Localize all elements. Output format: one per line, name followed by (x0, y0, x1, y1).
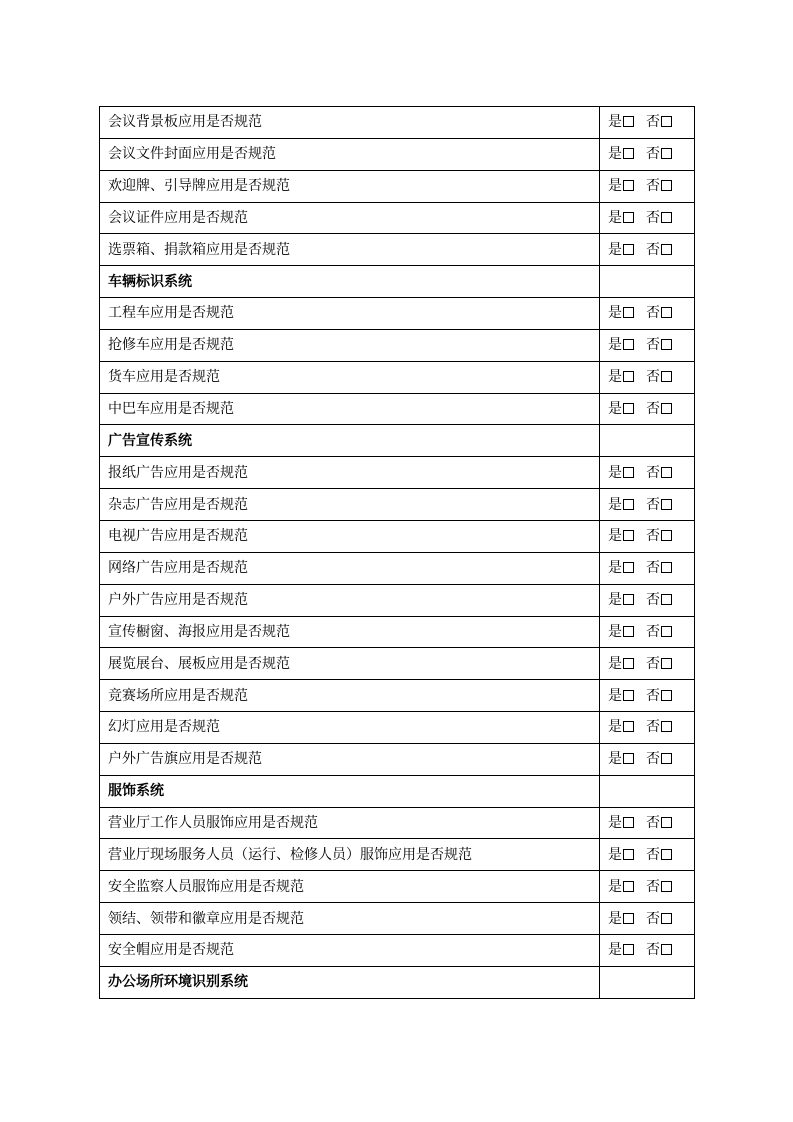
yes-checkbox[interactable] (623, 116, 634, 127)
no-label: 否 (646, 178, 660, 195)
no-label: 否 (646, 719, 660, 736)
item-label: 抢修车应用是否规范 (100, 329, 600, 361)
checklist-row (100, 871, 695, 903)
checklist-row (100, 680, 695, 712)
no-checkbox[interactable] (661, 530, 672, 541)
no-option (646, 751, 672, 767)
yes-label: 是 (608, 114, 622, 131)
no-label: 否 (646, 241, 660, 258)
item-label: 报纸广告应用是否规范 (100, 457, 600, 489)
no-option (646, 528, 672, 544)
yes-checkbox[interactable] (623, 339, 634, 350)
empty-choice-cell (600, 966, 695, 998)
yes-checkbox[interactable] (623, 148, 634, 159)
no-label: 否 (646, 369, 660, 386)
choice-cell (600, 648, 695, 680)
yes-checkbox[interactable] (623, 913, 634, 924)
yes-checkbox[interactable] (623, 562, 634, 573)
yes-label: 是 (608, 178, 622, 195)
checklist-row (100, 616, 695, 648)
no-label: 否 (646, 751, 660, 768)
yes-option (608, 719, 634, 735)
checklist-row (100, 903, 695, 935)
yes-checkbox[interactable] (623, 244, 634, 255)
no-checkbox[interactable] (661, 180, 672, 191)
yes-option (608, 369, 634, 385)
no-label: 否 (646, 687, 660, 704)
no-option (646, 847, 672, 863)
choice-cell (600, 298, 695, 330)
yes-option (608, 688, 634, 704)
no-option (646, 242, 672, 258)
item-label: 安全监察人员服饰应用是否规范 (100, 871, 600, 903)
no-checkbox[interactable] (661, 403, 672, 414)
no-label: 否 (646, 623, 660, 640)
yes-checkbox[interactable] (623, 658, 634, 669)
checklist-row (100, 107, 695, 139)
yes-label: 是 (608, 655, 622, 672)
choice-cell (600, 839, 695, 871)
yes-checkbox[interactable] (623, 753, 634, 764)
no-checkbox[interactable] (661, 339, 672, 350)
checklist-row (100, 393, 695, 425)
yes-checkbox[interactable] (623, 944, 634, 955)
item-label: 工程车应用是否规范 (100, 298, 600, 330)
no-checkbox[interactable] (661, 244, 672, 255)
yes-label: 是 (608, 560, 622, 577)
yes-label: 是 (608, 337, 622, 354)
no-label: 否 (646, 496, 660, 513)
yes-label: 是 (608, 241, 622, 258)
yes-option (608, 656, 634, 672)
item-label: 展览展台、展板应用是否规范 (100, 648, 600, 680)
choice-cell (600, 329, 695, 361)
no-label: 否 (646, 846, 660, 863)
no-label: 否 (646, 305, 660, 322)
yes-label: 是 (608, 623, 622, 640)
choice-cell (600, 552, 695, 584)
item-label: 杂志广告应用是否规范 (100, 489, 600, 521)
no-option (646, 656, 672, 672)
no-option (646, 560, 672, 576)
item-label: 宣传橱窗、海报应用是否规范 (100, 616, 600, 648)
no-label: 否 (646, 528, 660, 545)
item-label: 户外广告应用是否规范 (100, 584, 600, 616)
checklist-page (99, 106, 695, 999)
no-label: 否 (646, 814, 660, 831)
item-label: 竞赛场所应用是否规范 (100, 680, 600, 712)
yes-checkbox[interactable] (623, 212, 634, 223)
no-label: 否 (646, 209, 660, 226)
yes-checkbox[interactable] (623, 721, 634, 732)
no-label: 否 (646, 942, 660, 959)
section-header-row (100, 425, 695, 457)
yes-option (608, 178, 634, 194)
no-checkbox[interactable] (661, 913, 672, 924)
yes-checkbox[interactable] (623, 499, 634, 510)
yes-option (608, 242, 634, 258)
no-option (646, 592, 672, 608)
no-option (646, 146, 672, 162)
checklist-row (100, 138, 695, 170)
no-checkbox[interactable] (661, 753, 672, 764)
choice-cell (600, 680, 695, 712)
no-label: 否 (646, 114, 660, 131)
yes-option (608, 592, 634, 608)
yes-option (608, 497, 634, 513)
item-label: 领结、领带和徽章应用是否规范 (100, 903, 600, 935)
no-option (646, 178, 672, 194)
yes-label: 是 (608, 846, 622, 863)
no-label: 否 (646, 337, 660, 354)
yes-label: 是 (608, 401, 622, 418)
no-label: 否 (646, 560, 660, 577)
item-label: 安全帽应用是否规范 (100, 934, 600, 966)
no-option (646, 624, 672, 640)
no-label: 否 (646, 464, 660, 481)
yes-label: 是 (608, 209, 622, 226)
no-option (646, 879, 672, 895)
yes-option (608, 560, 634, 576)
item-label: 营业厅工作人员服饰应用是否规范 (100, 807, 600, 839)
yes-option (608, 911, 634, 927)
yes-checkbox[interactable] (623, 371, 634, 382)
no-checkbox[interactable] (661, 371, 672, 382)
checklist-table (99, 106, 695, 999)
choice-cell (600, 520, 695, 552)
choice-cell (600, 584, 695, 616)
section-header-row (100, 266, 695, 298)
no-option (646, 369, 672, 385)
no-checkbox[interactable] (661, 116, 672, 127)
no-option (646, 942, 672, 958)
yes-label: 是 (608, 496, 622, 513)
yes-label: 是 (608, 719, 622, 736)
no-checkbox[interactable] (661, 148, 672, 159)
yes-option (608, 305, 634, 321)
choice-cell (600, 170, 695, 202)
no-option (646, 815, 672, 831)
no-option (646, 465, 672, 481)
yes-label: 是 (608, 146, 622, 163)
item-label: 会议背景板应用是否规范 (100, 107, 600, 139)
checklist-body (100, 107, 695, 999)
no-option (646, 114, 672, 130)
yes-option (608, 146, 634, 162)
section-title: 车辆标识系统 (100, 266, 600, 298)
item-label: 会议证件应用是否规范 (100, 202, 600, 234)
choice-cell (600, 712, 695, 744)
section-header-row (100, 775, 695, 807)
yes-option (608, 942, 634, 958)
yes-option (608, 847, 634, 863)
item-label: 选票箱、捐款箱应用是否规范 (100, 234, 600, 266)
checklist-row (100, 743, 695, 775)
no-option (646, 305, 672, 321)
no-option (646, 719, 672, 735)
checklist-row (100, 329, 695, 361)
no-checkbox[interactable] (661, 944, 672, 955)
yes-label: 是 (608, 528, 622, 545)
no-checkbox[interactable] (661, 212, 672, 223)
no-checkbox[interactable] (661, 562, 672, 573)
choice-cell (600, 807, 695, 839)
checklist-row (100, 552, 695, 584)
checklist-row (100, 489, 695, 521)
no-option (646, 688, 672, 704)
choice-cell (600, 934, 695, 966)
checklist-row (100, 934, 695, 966)
choice-cell (600, 361, 695, 393)
yes-option (608, 815, 634, 831)
no-checkbox[interactable] (661, 881, 672, 892)
yes-option (608, 401, 634, 417)
choice-cell (600, 457, 695, 489)
yes-label: 是 (608, 305, 622, 322)
no-option (646, 401, 672, 417)
yes-label: 是 (608, 910, 622, 927)
yes-label: 是 (608, 751, 622, 768)
yes-checkbox[interactable] (623, 626, 634, 637)
section-header-row (100, 966, 695, 998)
item-label: 电视广告应用是否规范 (100, 520, 600, 552)
no-label: 否 (646, 878, 660, 895)
no-checkbox[interactable] (661, 658, 672, 669)
choice-cell (600, 903, 695, 935)
yes-checkbox[interactable] (623, 849, 634, 860)
item-label: 欢迎牌、引导牌应用是否规范 (100, 170, 600, 202)
checklist-row (100, 807, 695, 839)
yes-checkbox[interactable] (623, 530, 634, 541)
section-title: 服饰系统 (100, 775, 600, 807)
no-checkbox[interactable] (661, 594, 672, 605)
checklist-row (100, 712, 695, 744)
item-label: 网络广告应用是否规范 (100, 552, 600, 584)
item-label: 户外广告旗应用是否规范 (100, 743, 600, 775)
yes-option (608, 751, 634, 767)
yes-label: 是 (608, 369, 622, 386)
yes-option (608, 879, 634, 895)
checklist-row (100, 361, 695, 393)
no-checkbox[interactable] (661, 467, 672, 478)
yes-checkbox[interactable] (623, 881, 634, 892)
choice-cell (600, 107, 695, 139)
no-label: 否 (646, 146, 660, 163)
yes-option (608, 528, 634, 544)
yes-label: 是 (608, 592, 622, 609)
no-option (646, 210, 672, 226)
checklist-row (100, 202, 695, 234)
empty-choice-cell (600, 775, 695, 807)
item-label: 幻灯应用是否规范 (100, 712, 600, 744)
checklist-row (100, 584, 695, 616)
no-label: 否 (646, 592, 660, 609)
yes-option (608, 465, 634, 481)
no-checkbox[interactable] (661, 499, 672, 510)
yes-label: 是 (608, 942, 622, 959)
item-label: 会议文件封面应用是否规范 (100, 138, 600, 170)
item-label: 营业厅现场服务人员（运行、检修人员）服饰应用是否规范 (100, 839, 600, 871)
yes-checkbox[interactable] (623, 467, 634, 478)
no-checkbox[interactable] (661, 626, 672, 637)
no-option (646, 337, 672, 353)
no-checkbox[interactable] (661, 721, 672, 732)
empty-choice-cell (600, 425, 695, 457)
yes-option (608, 210, 634, 226)
choice-cell (600, 489, 695, 521)
yes-option (608, 337, 634, 353)
yes-label: 是 (608, 687, 622, 704)
checklist-row (100, 457, 695, 489)
checklist-row (100, 298, 695, 330)
choice-cell (600, 202, 695, 234)
item-label: 货车应用是否规范 (100, 361, 600, 393)
no-label: 否 (646, 401, 660, 418)
no-checkbox[interactable] (661, 307, 672, 318)
no-option (646, 497, 672, 513)
no-checkbox[interactable] (661, 817, 672, 828)
yes-checkbox[interactable] (623, 307, 634, 318)
checklist-row (100, 520, 695, 552)
yes-label: 是 (608, 878, 622, 895)
checklist-row (100, 234, 695, 266)
yes-label: 是 (608, 464, 622, 481)
item-label: 中巴车应用是否规范 (100, 393, 600, 425)
yes-checkbox[interactable] (623, 180, 634, 191)
checklist-row (100, 170, 695, 202)
no-label: 否 (646, 910, 660, 927)
yes-label: 是 (608, 814, 622, 831)
yes-checkbox[interactable] (623, 690, 634, 701)
yes-option (608, 624, 634, 640)
section-title: 广告宣传系统 (100, 425, 600, 457)
empty-choice-cell (600, 266, 695, 298)
yes-checkbox[interactable] (623, 594, 634, 605)
section-title: 办公场所环境识别系统 (100, 966, 600, 998)
yes-checkbox[interactable] (623, 817, 634, 828)
yes-checkbox[interactable] (623, 403, 634, 414)
choice-cell (600, 743, 695, 775)
no-label: 否 (646, 655, 660, 672)
choice-cell (600, 616, 695, 648)
checklist-row (100, 839, 695, 871)
choice-cell (600, 234, 695, 266)
yes-option (608, 114, 634, 130)
choice-cell (600, 138, 695, 170)
no-option (646, 911, 672, 927)
choice-cell (600, 393, 695, 425)
no-checkbox[interactable] (661, 690, 672, 701)
choice-cell (600, 871, 695, 903)
checklist-row (100, 648, 695, 680)
no-checkbox[interactable] (661, 849, 672, 860)
